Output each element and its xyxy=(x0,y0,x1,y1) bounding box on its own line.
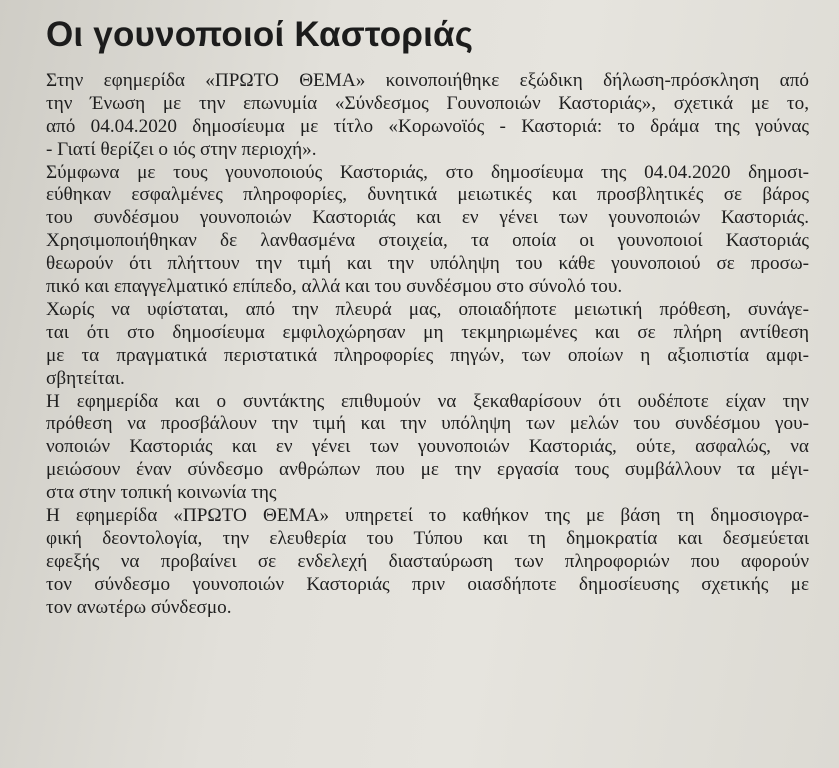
article-line: με τα πραγματικά περιστατικά πληροφορίες πηγών, των οποίων η αξιοπιστία αμφι- xyxy=(46,344,809,366)
article-line: στα στην τοπική κοινωνία της xyxy=(46,482,277,504)
article-line: τον ανωτέρω σύνδεσμο. xyxy=(46,596,232,618)
article-line: Χωρίς να υφίσταται, από την πλευρά μας, οποιαδήποτε μειωτική πρόθεση, συνάγε- xyxy=(46,298,809,320)
article-line: πρόθεση να προσβάλουν την τιμή και την υπόληψη των μελών του συνδέσμου γου- xyxy=(46,413,809,435)
article-line: - Γιατί θερίζει ο ιός στην περιοχή». xyxy=(46,138,317,160)
article-line: Η εφημερίδα και ο συντάκτης επιθυμούν να ξεκαθαρίσουν ότι ουδέποτε είχαν την xyxy=(46,390,809,412)
article-line: νοποιών Καστοριάς και εν γένει των γουνοποιών Καστοριάς, ούτε, ασφαλώς, να xyxy=(46,436,809,458)
article-line: ται ότι στο δημοσίευμα εμφιλοχώρησαν μη τεκμηριωμένες και σε πλήρη αντίθεση xyxy=(46,321,809,343)
article-line: θεωρούν ότι πλήττουν την τιμή και την υπόληψη του κάθε γουνοποιού σε προσω- xyxy=(46,253,809,275)
article-headline: Οι γουνοποιοί Καστοριάς xyxy=(46,15,474,54)
article-line: εφεξής να προβαίνει σε ενδελεχή διασταύρωση των πληροφοριών που αφορούν xyxy=(46,550,809,572)
article-line: Η εφημερίδα «ΠΡΩΤΟ ΘΕΜΑ» υπηρετεί το καθήκον της με βάση τη δημοσιογρα- xyxy=(46,504,809,526)
article-line: φική δεοντολογία, την ελευθερία του Τύπου και τη δημοκρατία και δεσμεύεται xyxy=(46,527,809,549)
article-line: την Ένωση με την επωνυμία «Σύνδεσμος Γουνοποιών Καστοριάς», σχετικά με το, xyxy=(46,92,809,114)
article-line: του συνδέσμου γουνοποιών Καστοριάς και εν γένει των γουνοποιών Καστοριάς. xyxy=(46,207,809,229)
article-line: Στην εφημερίδα «ΠΡΩΤΟ ΘΕΜΑ» κοινοποιήθηκε εξώδικη δήλωση-πρόσκληση από xyxy=(46,70,809,91)
article-line: σβητείται. xyxy=(46,367,125,389)
article-line: από 04.04.2020 δημοσίευμα με τίτλο «Κορωνοϊός - Καστοριά: το δράμα της γούνας xyxy=(46,115,809,137)
article-line: Σύμφωνα με τους γουνοποιούς Καστοριάς, στο δημοσίευμα της 04.04.2020 δημοσι- xyxy=(46,161,809,183)
article-line: εύθηκαν εσφαλμένες πληροφορίες, δυνητικά μειωτικές και προσβλητικές σε βάρος xyxy=(46,184,809,206)
article-line: Χρησιμοποιήθηκαν δε λανθασμένα στοιχεία, τα οποία οι γουνοποιοί Καστοριάς xyxy=(46,230,809,252)
article-line: πικό και επαγγελματικό επίπεδο, αλλά και του συνδέσμου στο σύνολό του. xyxy=(46,276,623,298)
article-body xyxy=(46,70,809,619)
article-line: μειώσουν έναν σύνδεσμο ανθρώπων που με την εργασία τους συμβάλλουν τα μέγι- xyxy=(46,459,809,481)
article-line: τον σύνδεσμο γουνοποιών Καστοριάς πριν οιασδήποτε δημοσίευσης σχετικής με xyxy=(46,573,809,595)
